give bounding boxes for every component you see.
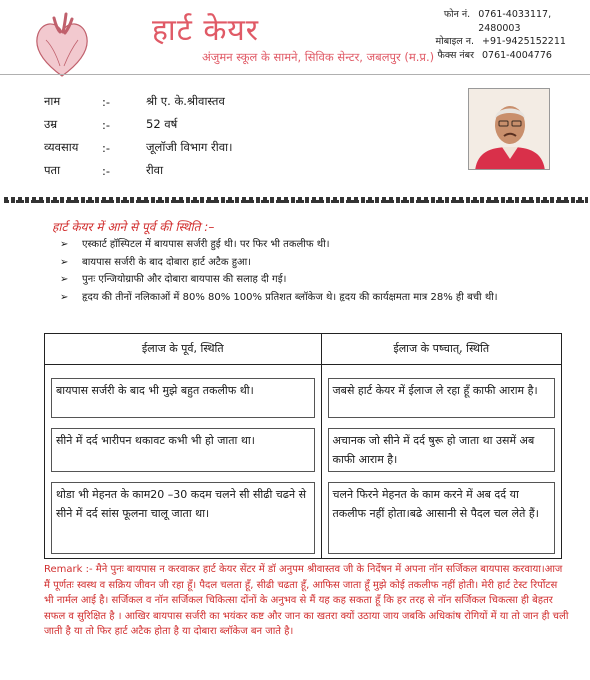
patient-age-row: उम्र :- 52 वर्ष [44,117,178,132]
before-cell: थोडा भी मेहनत के काम20 –30 कदम चलने सी सीढी चढने से सीने में दर्द सांस फूलना चालू जाता था। [51,482,315,554]
after-cell: जबसे हार्ट केयर में ईलाज ले रहा हूँ काफी आराम है। [328,378,556,418]
patient-address-row: पता :- रीवा [44,163,164,178]
before-cell: सीने में दर्द भारीपन थकावट कभी भी हो जाता था। [51,428,315,472]
remark-text: मैने पुनः बायपास न करवाकर हार्ट केयर सेंटर में डॉ अनुपम श्रीवास्तव जी के निर्देषन में अपना नॉन सर्जिकल बायपास करवाया।आज मैं पूर्णतः स्वस्थ व सक्रिय जीवन जी रहा हूँ। पैदल चलता हूँ, सीढी चढता हूँ, आफिस जाता हूँ मुझे कोई तकलीफ नहीं होती। मेरी हार्ट टेस्ट रिर्पोटस भी नार्मल आई है। सर्जिकल व नॉन सर्जिकल चिकित्सा दोंनों के अनुभव से मैं यह कह सकता हूँ कि हर तरह से नॉन सर्जिकल चिकत्सा ही बेहतर सफल व सुरिक्षित है । आखिर बायपास सर्जरी का भयंकर कष्ट और जान का खतरा क्यों उठाया जाय जबकि अधिकांष रोगियों में या तो जान ही चली जाती है या तो फिर हार्ट अटैक होता है या दोबारा ब्लॉकेज बन जाते है। [44,564,569,638]
arrow-right-icon: ➢ [60,239,69,250]
list-item: ➢ बायपास सर्जरी के बाद दोबारा हार्ट अटैक हुआ। [60,255,570,271]
condition-list [60,237,570,307]
arrow-right-icon: ➢ [60,274,69,285]
heart-logo-icon [32,10,92,82]
contact-phone: फोन नं. 0761-4033117, 2480003 [443,9,552,34]
patient-details [44,90,232,182]
clinic-address: अंजुमन स्कूल के सामने, सिविक सेन्टर, जबलपुर (म.प्र.) [202,50,435,64]
section-divider [4,197,588,203]
patient-photo [468,88,550,170]
condition-heading: हार्ट केयर में आने से पूर्व की स्थिति :– [52,220,215,234]
remark-paragraph [44,562,570,640]
before-cell: बायपास सर्जरी के बाद भी मुझे बहुत तकलीफ थी। [51,378,315,418]
table-header-row [45,334,561,364]
before-header: ईलाज के पूर्व, स्थिति [45,334,321,364]
after-cell: अचानक जो सीने में दर्द षुरू हो जाता था उसमें अब काफी आराम है। [328,428,556,472]
list-item: ➢ हृदय की तीनों नलिकाओं में 80% 80% 100% प्रतिशत ब्लॉकेज थे। हृदय की कार्यक्षमता मात्र 28% ही बची थी। [60,290,570,306]
arrow-right-icon: ➢ [60,291,69,303]
remark-label: Remark :- [44,564,93,575]
contact-fax: फैक्स नंबर 0761-4004776 [437,49,552,61]
clinic-name: हार्ट केयर [152,13,260,48]
after-header: ईलाज के पष्चात्, स्थिति [321,334,561,364]
table-row [45,372,561,422]
table-row [45,476,561,558]
list-item: ➢ पुनः एन्जियोग्राफी और दोबारा बायपास की सलाह दी गई। [60,272,570,288]
contact-block [404,8,590,62]
header-divider [0,74,590,75]
comparison-table [44,333,562,559]
table-row [45,422,561,476]
patient-name-row: नाम :- श्री ए. के.श्रीवास्तव [44,94,225,109]
list-item: ➢ एस्कार्ट हॉस्पिटल में बायपास सर्जरी हुई थी। पर फिर भी तकलीफ थी। [60,237,570,253]
contact-mobile: मोबाइल न. +91-9425152211 [435,36,566,47]
after-cell: चलने फिरने मेहनत के काम करने में अब दर्द या तकलीफ नहीं होता।बढे आसानी से पैदल चल लेते हैं। [328,482,556,554]
patient-occupation-row: व्यवसाय :- जूलॉजी विभाग रीवा। [44,140,233,155]
arrow-right-icon: ➢ [60,256,69,268]
